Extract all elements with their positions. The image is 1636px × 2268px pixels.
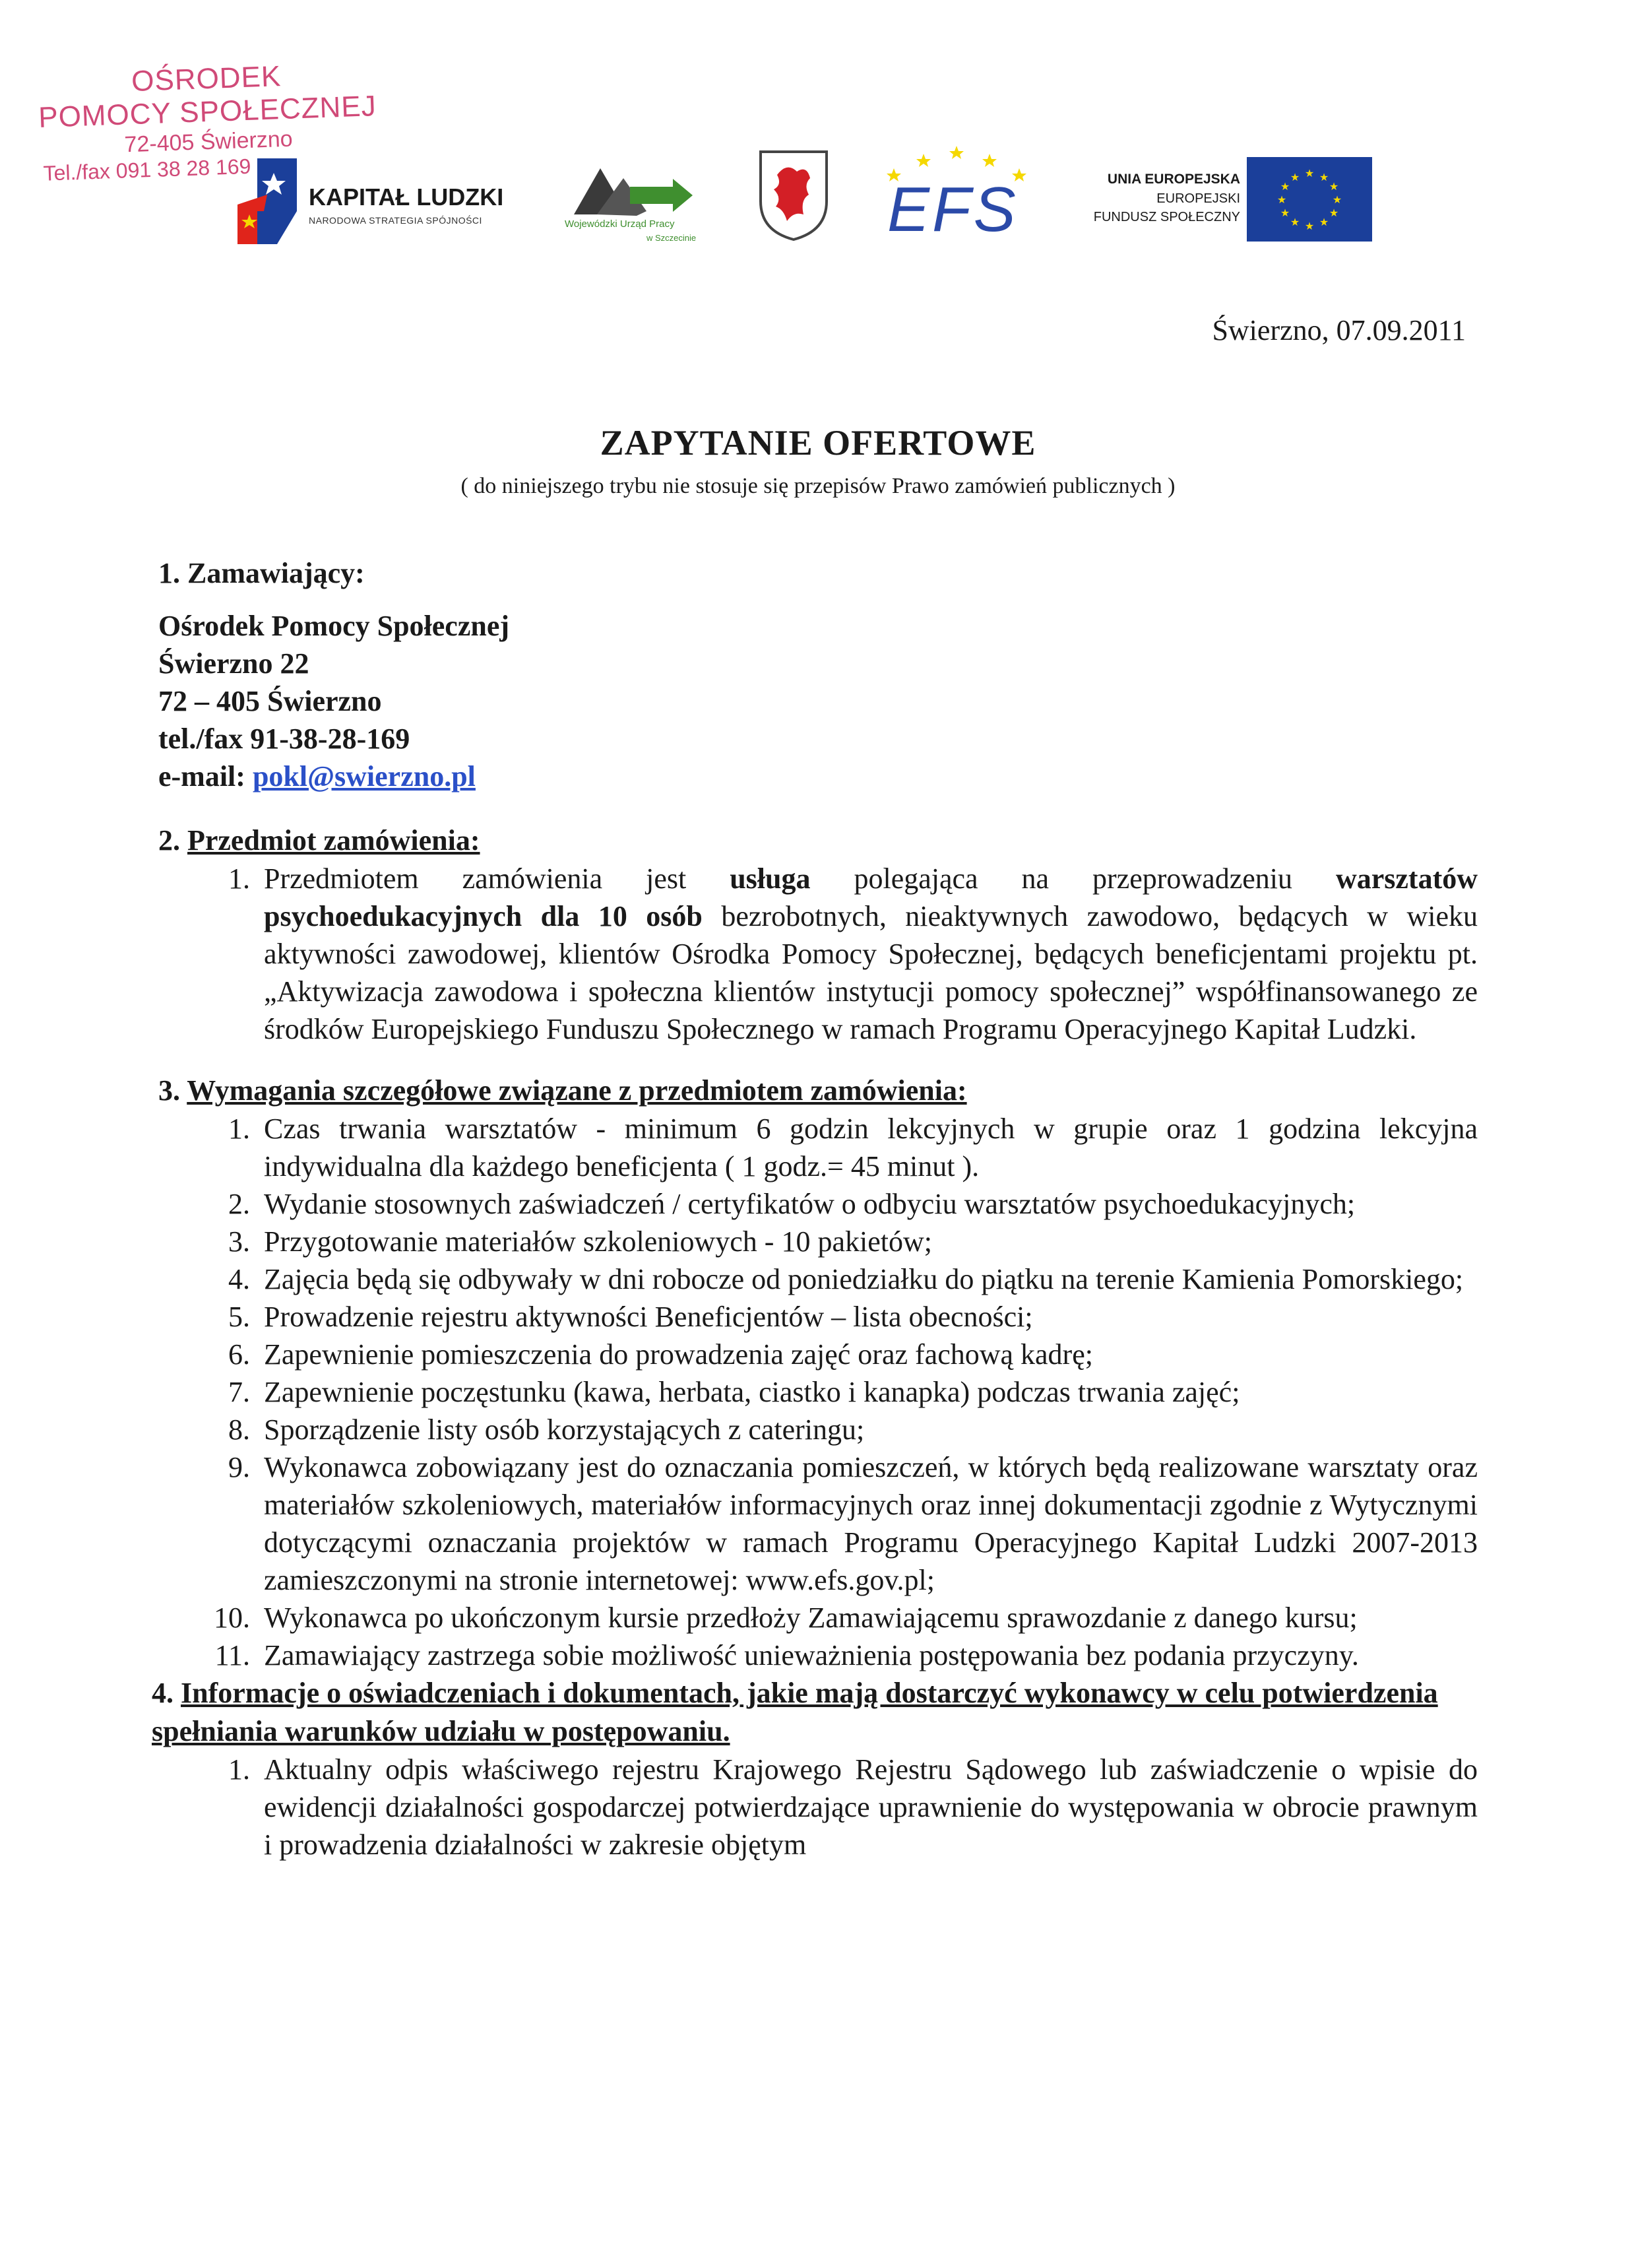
svg-text:★: ★ [1329,180,1339,193]
contractor-phone: tel./fax 91-38-28-169 [158,723,410,755]
section-title: Przedmiot zamówienia: [187,824,480,857]
section-number: 4. [152,1677,181,1709]
svg-text:★: ★ [1290,216,1300,228]
document-date: Świerzno, 07.09.2011 [1212,314,1466,346]
text-run: bezrobotnych, nieaktywnych zawodowo, będących w wieku aktywności zawodowej, klientów Ośrodka Pomocy Społecznej, będących beneficjentami projektu pt. „Aktywizacja zawodowa i społeczna klientów instytucji pomocy społecznej” współfinansowanego ze środków Europejskiego Funduszu Społecznego w ramach Programu Operacyjnego Kapitał Ludzki. [264,900,1478,1045]
contractor-email-line [158,758,1478,795]
documents-list [158,1751,1478,1863]
list-item: 3. Przygotowanie materiałów szkoleniowych - 10 pakietów; [257,1223,1478,1260]
eu-fund-line1: EUROPEJSKI [1156,191,1240,206]
svg-text:★: ★ [1280,207,1290,219]
svg-text:★: ★ [1319,216,1329,228]
contractor-name: Ośrodek Pomocy Społecznej [158,610,510,642]
list-item: 10. Wykonawca po ukończonym kursie przedłoży Zamawiającemu sprawozdanie z danego kursu; [257,1599,1478,1636]
kapital-ludzki-subtitle: NARODOWA STRATEGIA SPÓJNOŚCI [309,215,482,226]
svg-text:★: ★ [1304,220,1315,232]
section-heading: 1. Zamawiający: [158,557,365,589]
list-item: 11. Zamawiający zastrzega sobie możliwość unieważnienia postępowania bez podania przyczyny. [257,1636,1478,1674]
svg-text:★: ★ [1280,180,1290,193]
list-item: 6. Zapewnienie pomieszczenia do prowadzenia zajęć oraz fachową kadrę; [257,1336,1478,1373]
bold-run: warsztatów psychoedukacyjnych dla 10 osób [264,862,1478,932]
list-item: 1. Czas trwania warsztatów - minimum 6 godzin lekcyjnych w grupie oraz 1 godzina lekcyjna indywidualna dla każdego beneficjenta ( 1 godz.= 45 minut ). [257,1110,1478,1185]
list-item: 9. Wykonawca zobowiązany jest do oznaczania pomieszczeń, w których będą realizowane warsztaty oraz materiałów szkoleniowych, materiałów informacyjnych oraz innej dokumentacji zgodnie z Wytycznymi dotyczącymi oznaczania projektów w ramach Programu Operacyjnego Kapitał Ludzki 2007-2013 zamieszczonymi na stronie internetowej: www.efs.gov.pl; [257,1448,1478,1599]
list-item: 1. Aktualny odpis właściwego rejestru Krajowego Rejestru Sądowego lub zaświadczenie o wpisie do ewidencji działalności gospodarczej potwierdzające uprawnienie do występowania w obrocie prawnym i prowadzenia działalności w zakresie objętym [257,1751,1478,1863]
svg-text:★: ★ [1304,167,1315,179]
document-body [152,554,1478,1863]
list-item: 2. Wydanie stosownych zaświadczeń / certyfikatów o odbyciu warsztatów psychoedukacyjnych; [257,1185,1478,1223]
text-run: Przedmiotem zamówienia jest [264,862,730,895]
stamp-line: OŚRODEK [131,60,282,98]
stamp-line: POMOCY SPOŁECZNEJ [38,90,377,134]
svg-text:★: ★ [1329,207,1339,219]
list-item [257,860,1478,1048]
section-heading [158,1072,1478,1110]
griffin-crest-icon [757,148,830,241]
efs-logo [881,142,1039,245]
efs-text: EFS [887,174,1019,245]
kapital-ludzki-icon [237,158,303,244]
stamp-line: 72-405 Świerzno [123,126,294,158]
wup-logo [561,155,712,254]
wup-icon [561,155,712,218]
document-subtitle: ( do niniejszego trybu nie stosuje się przepisów Prawo zamówień publicznych ) [460,474,1176,498]
list-item: 5. Prowadzenie rejestru aktywności Beneficjentów – lista obecności; [257,1298,1478,1336]
section-title: Wymagania szczegółowe związane z przedmiotem zamówienia: [187,1074,967,1107]
bold-run: usługa [730,862,811,895]
svg-text:★: ★ [1290,171,1300,183]
svg-text:★: ★ [1319,171,1329,183]
text-run: polegająca na przeprowadzeniu [810,862,1336,895]
kapital-ludzki-title: KAPITAŁ LUDZKI [309,183,504,211]
section-number: 2. [158,824,187,857]
eu-flag-icon [1247,157,1372,242]
email-link[interactable]: pokl@swierzno.pl [252,760,476,793]
svg-text:★: ★ [1332,193,1342,206]
contractor-street: Świerzno 22 [158,647,309,680]
list-item: 4. Zajęcia będą się odbywały w dni robocze od poniedziałku do piątku na terenie Kamienia Pomorskiego; [257,1260,1478,1298]
eu-fund-line2: FUNDUSZ SPOŁECZNY [1093,210,1240,224]
section-heading [152,1674,1478,1751]
eu-name: UNIA EUROPEJSKA [1107,172,1240,187]
wup-city: w Szczecinie [646,233,697,243]
wup-name: Wojewódzki Urząd Pracy [565,218,675,230]
section-number: 3. [158,1074,187,1107]
contractor-city: 72 – 405 Świerzno [158,685,382,717]
section-heading [158,822,1478,860]
subject-list [158,860,1478,1048]
eu-logo [1055,157,1372,243]
document-title: ZAPYTANIE OFERTOWE [600,423,1036,463]
requirements-list [158,1110,1478,1674]
svg-text:★: ★ [1276,193,1287,206]
list-item: 8. Sporządzenie listy osób korzystających z cateringu; [257,1411,1478,1448]
section-title: Informacje o oświadczeniach i dokumentach, jakie mają dostarczyć wykonawcy w celu potwierdzenia spełniania warunków udziału w postępowaniu. [152,1677,1438,1747]
kapital-ludzki-logo [237,158,515,244]
email-label: e-mail: [158,760,253,793]
stamp-line: Tel./fax 091 38 28 169 [42,154,251,185]
list-item: 7. Zapewnienie poczęstunku (kawa, herbata, ciastko i kanapka) podczas trwania zajęć; [257,1373,1478,1411]
